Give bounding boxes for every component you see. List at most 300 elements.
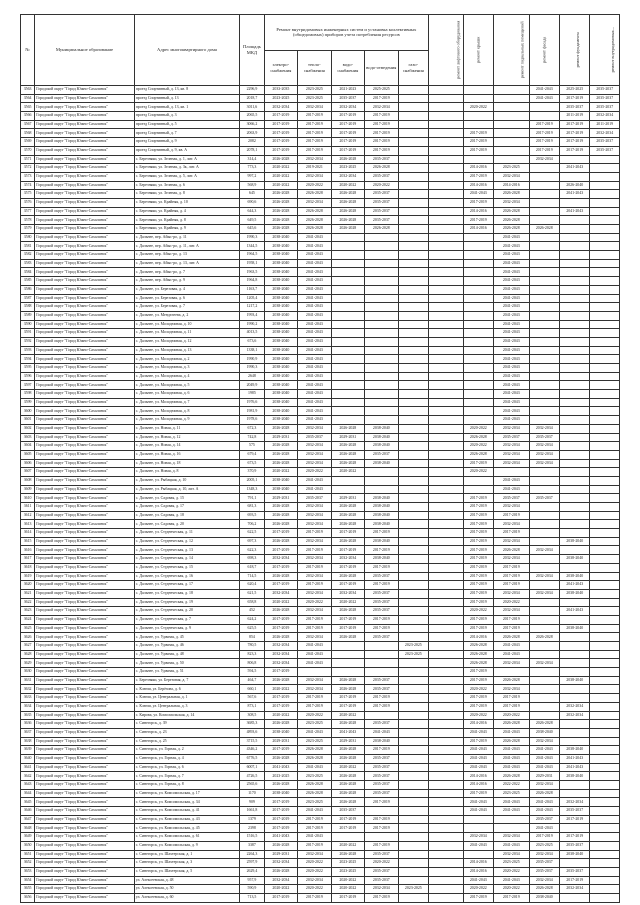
- row-address: с. Дальнее, пер. Айыс-ро, д. 7: [134, 268, 240, 277]
- row-municipality: Городской округ "Город Южно-Сахалинск": [35, 259, 134, 268]
- row-period: [529, 251, 559, 260]
- row-area: 697,3: [240, 537, 264, 546]
- row-period: 2032-2034: [529, 459, 559, 468]
- row-area: 1990,3: [240, 233, 264, 242]
- row-period: [365, 476, 398, 485]
- row-period: 2032-2034: [264, 555, 297, 564]
- table-row: [21, 650, 620, 659]
- row-period: 2026-2028: [331, 720, 364, 729]
- row-period: [429, 807, 464, 816]
- row-municipality: Городской округ "Город Южно-Сахалинск": [35, 520, 134, 529]
- row-period: 2011-2019: [559, 112, 589, 121]
- row-period: [590, 615, 620, 624]
- row-period: [365, 407, 398, 416]
- col-number: №: [21, 15, 35, 86]
- row-period: [590, 172, 620, 181]
- row-period: [590, 685, 620, 694]
- row-period: 2020-2022: [264, 181, 297, 190]
- row-period: 2017-2019: [559, 146, 589, 155]
- row-area: 644,3: [240, 207, 264, 216]
- row-period: 2020-2022: [463, 711, 493, 720]
- row-period: [331, 668, 364, 677]
- row-period: 2026-2028: [529, 633, 559, 642]
- row-period: [590, 815, 620, 824]
- row-period: [590, 642, 620, 651]
- row-period: [398, 355, 429, 364]
- row-period: 2038-2040: [264, 303, 297, 312]
- row-area: 1205,4: [240, 294, 264, 303]
- row-area: 4893,6: [240, 728, 264, 737]
- row-period: 2017-2019: [463, 503, 493, 512]
- row-period: 2026-2028: [331, 850, 364, 859]
- row-address: с. Дальнее, ул. Молодежная, д. 11: [134, 329, 240, 338]
- row-period: [429, 216, 464, 225]
- row-period: 2020-2022: [264, 885, 297, 894]
- row-number: 3593: [21, 346, 35, 355]
- row-period: 2020-2022: [264, 711, 297, 720]
- row-municipality: Городской округ "Город Южно-Сахалинск": [35, 424, 134, 433]
- row-period: 2032-2034: [529, 155, 559, 164]
- row-period: 2017-2019: [331, 129, 364, 138]
- row-number: 3605: [21, 450, 35, 459]
- row-period: 2041-2043: [298, 650, 331, 659]
- row-period: 2041-2043: [365, 728, 398, 737]
- row-period: 2020-2022: [298, 468, 331, 477]
- row-period: [429, 581, 464, 590]
- row-period: 2038-2040: [264, 242, 297, 251]
- row-period: [429, 720, 464, 729]
- row-period: [494, 146, 530, 155]
- row-period: 2041-2043: [298, 268, 331, 277]
- row-area: 3066,2: [240, 120, 264, 129]
- row-period: 2026-2028: [494, 737, 530, 746]
- row-period: [429, 746, 464, 755]
- row-period: 2023-2025: [331, 164, 364, 173]
- row-period: [398, 311, 429, 320]
- row-period: [529, 164, 559, 173]
- row-address: с. Ключи, ул. Центральная, д. 1: [134, 694, 240, 703]
- row-period: 2017-2019: [365, 112, 398, 121]
- row-period: 2023-2025: [494, 789, 530, 798]
- row-period: [429, 311, 464, 320]
- row-period: [365, 416, 398, 425]
- row-area: 1217,2: [240, 303, 264, 312]
- row-period: 2011-2019: [590, 120, 620, 129]
- row-period: [590, 859, 620, 868]
- row-address: с. Синегорск, д. 23: [134, 728, 240, 737]
- table-row: [21, 251, 620, 260]
- row-period: [429, 711, 464, 720]
- row-municipality: Городской округ "Город Южно-Сахалинск": [35, 172, 134, 181]
- table-row: [21, 172, 620, 181]
- row-period: [559, 642, 589, 651]
- row-period: 2023-2025: [494, 859, 530, 868]
- row-number: 3599: [21, 398, 35, 407]
- row-period: [398, 598, 429, 607]
- row-period: [398, 138, 429, 147]
- col-sewer: водо-отведения: [365, 50, 398, 86]
- row-period: [559, 546, 589, 555]
- row-area: 1985: [240, 390, 264, 399]
- row-period: [398, 242, 429, 251]
- row-address: с. Дальнее, ул. Новая, д. 16: [134, 450, 240, 459]
- row-period: [590, 468, 620, 477]
- row-period: 2041-2043: [298, 294, 331, 303]
- row-municipality: Городской округ "Город Южно-Сахалинск": [35, 494, 134, 503]
- row-period: 2035-2037: [529, 815, 559, 824]
- row-period: 2017-2019: [463, 198, 493, 207]
- row-period: 2026-2028: [463, 433, 493, 442]
- row-period: [529, 285, 559, 294]
- row-period: [590, 876, 620, 885]
- table-row: [21, 615, 620, 624]
- row-period: 2026-2028: [494, 546, 530, 555]
- row-period: 2026-2028: [264, 459, 297, 468]
- row-period: 2017-2019: [365, 694, 398, 703]
- row-period: [590, 494, 620, 503]
- row-number: 3622: [21, 598, 35, 607]
- row-period: [559, 337, 589, 346]
- row-period: [590, 511, 620, 520]
- row-period: 2041-2043: [529, 798, 559, 807]
- row-area: 1958,1: [240, 259, 264, 268]
- row-period: [429, 320, 464, 329]
- row-period: 2035-2037: [559, 807, 589, 816]
- row-period: [398, 694, 429, 703]
- row-period: 2032-2034: [494, 172, 530, 181]
- row-period: [529, 520, 559, 529]
- row-period: [331, 355, 364, 364]
- row-period: [559, 789, 589, 798]
- row-period: [590, 485, 620, 494]
- row-period: [590, 198, 620, 207]
- row-period: [429, 355, 464, 364]
- row-period: 2020-2022: [298, 867, 331, 876]
- row-period: 2017-2019: [463, 529, 493, 538]
- table-row: [21, 659, 620, 668]
- row-area: 672,3: [240, 424, 264, 433]
- row-period: 2032-2034: [298, 442, 331, 451]
- row-period: 2038-2040: [264, 285, 297, 294]
- row-period: 2017-2019: [331, 112, 364, 121]
- row-number: 3635: [21, 711, 35, 720]
- row-period: 2032-2034: [298, 537, 331, 546]
- row-period: 2026-2028: [264, 424, 297, 433]
- row-period: [463, 381, 493, 390]
- row-period: 2026-2028: [298, 781, 331, 790]
- table-row: [21, 459, 620, 468]
- row-municipality: Городской округ "Город Южно-Сахалинск": [35, 329, 134, 338]
- row-period: 2035-2037: [365, 772, 398, 781]
- row-period: 2023-2025: [331, 859, 364, 868]
- row-area: 594,5: [240, 668, 264, 677]
- table-row: [21, 277, 620, 286]
- row-area: 314,4: [240, 155, 264, 164]
- row-period: 2020-2022: [264, 598, 297, 607]
- row-period: 2014-2016: [463, 225, 493, 234]
- table-row: [21, 442, 620, 451]
- row-address: с. Синегорск, ул. Горная, д. 8: [134, 781, 240, 790]
- row-period: 2026-2028: [298, 190, 331, 199]
- row-period: [429, 824, 464, 833]
- row-period: [429, 207, 464, 216]
- row-period: 2038-2040: [264, 251, 297, 260]
- row-municipality: Городской округ "Город Южно-Сахалинск": [35, 789, 134, 798]
- row-period: [429, 555, 464, 564]
- row-period: 2019-2021: [298, 164, 331, 173]
- row-period: 2041-2043: [494, 364, 530, 373]
- row-period: [429, 459, 464, 468]
- col-area: Площадь МКД: [240, 15, 264, 86]
- row-period: 2035-2037: [365, 198, 398, 207]
- row-period: 2026-2028: [264, 520, 297, 529]
- row-period: 2035-2037: [590, 138, 620, 147]
- row-period: [590, 772, 620, 781]
- row-period: 2017-2019: [331, 694, 364, 703]
- row-period: 2026-2028: [331, 537, 364, 546]
- row-period: 2032-2034: [529, 546, 559, 555]
- row-period: [559, 650, 589, 659]
- row-period: [398, 146, 429, 155]
- row-period: [559, 459, 589, 468]
- row-area: 567,6: [240, 694, 264, 703]
- table-row: [21, 893, 620, 902]
- row-period: [398, 702, 429, 711]
- row-period: [365, 390, 398, 399]
- row-period: [559, 615, 589, 624]
- row-number: 3640: [21, 754, 35, 763]
- table-row: [21, 824, 620, 833]
- row-period: 2032-2034: [494, 659, 530, 668]
- row-period: [398, 607, 429, 616]
- row-period: 2041-2043: [494, 303, 530, 312]
- row-period: [331, 416, 364, 425]
- row-municipality: Городской округ "Город Южно-Сахалинск": [35, 459, 134, 468]
- row-period: [559, 520, 589, 529]
- row-period: 2020-2022: [463, 685, 493, 694]
- row-address: с. Ключи, ул. Центральная, д. 3: [134, 702, 240, 711]
- row-period: 2020-2022: [331, 885, 364, 894]
- row-period: [559, 277, 589, 286]
- row-period: [398, 346, 429, 355]
- row-period: 2038-2040: [529, 893, 559, 902]
- row-period: [559, 485, 589, 494]
- row-period: 2035-2037: [529, 433, 559, 442]
- row-period: 2017-2019: [463, 789, 493, 798]
- row-period: 2041-2043: [494, 277, 530, 286]
- row-address: с. Синегорск, ул. Горная, д. 2: [134, 746, 240, 755]
- row-number: 3597: [21, 381, 35, 390]
- row-address: ул. Алексеевская, д. 60: [134, 893, 240, 902]
- row-period: [463, 303, 493, 312]
- row-period: [398, 859, 429, 868]
- row-number: 3580: [21, 233, 35, 242]
- row-period: 2020-2022: [298, 181, 331, 190]
- row-period: [398, 754, 429, 763]
- row-number: 3644: [21, 789, 35, 798]
- row-period: 2035-2037: [298, 494, 331, 503]
- row-period: 2017-2019: [463, 555, 493, 564]
- row-period: 2032-2034: [365, 885, 398, 894]
- row-address: с. Синегорск, ул. Комсомольская, д. 9: [134, 841, 240, 850]
- row-period: [365, 659, 398, 668]
- row-municipality: Городской округ "Город Южно-Сахалинск": [35, 659, 134, 668]
- row-number: 3619: [21, 572, 35, 581]
- row-period: [365, 372, 398, 381]
- table-row: [21, 581, 620, 590]
- row-period: 2017-2019: [365, 624, 398, 633]
- table-row: [21, 198, 620, 207]
- row-address: с. Дальнее, ул. Новая, д. 14: [134, 442, 240, 451]
- row-period: [331, 259, 364, 268]
- row-period: 2041-2043: [298, 381, 331, 390]
- repair-schedule-table: [20, 14, 620, 903]
- row-area: 681,3: [240, 503, 264, 512]
- row-address: с. Дальнее, ул. Молодежная, д. 12: [134, 337, 240, 346]
- table-row: [21, 737, 620, 746]
- row-period: [590, 233, 620, 242]
- row-period: [398, 251, 429, 260]
- row-period: 2017-2019: [331, 893, 364, 902]
- row-period: 2017-2019: [365, 824, 398, 833]
- row-period: [398, 120, 429, 129]
- table-row: [21, 138, 620, 147]
- row-period: [429, 337, 464, 346]
- row-period: 2038-2040: [365, 424, 398, 433]
- row-period: 2017-2019: [331, 563, 364, 572]
- row-period: 2038-2040: [559, 772, 589, 781]
- row-period: 2041-2043: [298, 277, 331, 286]
- row-period: 2035-2037: [590, 86, 620, 95]
- row-municipality: Городской округ "Город Южно-Сахалинск": [35, 885, 134, 894]
- row-period: [590, 563, 620, 572]
- row-period: [398, 398, 429, 407]
- row-period: 2041-2043: [494, 728, 530, 737]
- row-address: с. Синегорск, ул. Комсомольская, д. 61: [134, 833, 240, 842]
- row-period: 2017-2019: [331, 702, 364, 711]
- table-row: [21, 294, 620, 303]
- row-period: [398, 190, 429, 199]
- row-period: [429, 398, 464, 407]
- row-address: с. Синегорск, ул. Комсомольская, д. 17: [134, 789, 240, 798]
- row-period: [590, 320, 620, 329]
- row-period: [398, 563, 429, 572]
- row-number: 3609: [21, 485, 35, 494]
- row-period: 2041-2043: [264, 763, 297, 772]
- row-period: [529, 650, 559, 659]
- row-period: [429, 294, 464, 303]
- row-period: 2017-2019: [365, 893, 398, 902]
- row-number: 3649: [21, 833, 35, 842]
- row-period: [463, 485, 493, 494]
- row-period: 2017-2019: [463, 146, 493, 155]
- row-period: [429, 537, 464, 546]
- row-number: 3618: [21, 563, 35, 572]
- row-period: [331, 233, 364, 242]
- row-number: 3601: [21, 416, 35, 425]
- row-period: 2017-2019: [298, 529, 331, 538]
- row-municipality: Городской округ "Город Южно-Сахалинск": [35, 581, 134, 590]
- row-period: [398, 172, 429, 181]
- row-number: 3608: [21, 476, 35, 485]
- row-period: [590, 833, 620, 842]
- col-gas: газо-снабжения: [398, 50, 429, 86]
- row-number: 3564: [21, 94, 35, 103]
- row-municipality: Городской округ "Город Южно-Сахалинск": [35, 337, 134, 346]
- table-row: [21, 337, 620, 346]
- row-area: 1963,5: [240, 268, 264, 277]
- row-period: 2038-2040: [365, 520, 398, 529]
- row-period: 2017-2019: [463, 668, 493, 677]
- table-row: [21, 355, 620, 364]
- row-period: [365, 329, 398, 338]
- row-period: 2032-2034: [559, 885, 589, 894]
- row-period: [429, 225, 464, 234]
- row-period: 2041-2043: [298, 659, 331, 668]
- table-row: [21, 268, 620, 277]
- row-municipality: Городской округ "Город Южно-Сахалинск": [35, 815, 134, 824]
- row-number: 3589: [21, 311, 35, 320]
- row-period: 2035-2037: [590, 94, 620, 103]
- row-period: [331, 642, 364, 651]
- row-period: [590, 824, 620, 833]
- row-area: 308,5: [240, 711, 264, 720]
- row-number: 3628: [21, 650, 35, 659]
- row-period: [365, 311, 398, 320]
- row-area: 1170: [240, 789, 264, 798]
- row-period: [529, 503, 559, 512]
- row-period: 2017-2019: [559, 815, 589, 824]
- row-period: [559, 659, 589, 668]
- row-period: 2032-2034: [559, 798, 589, 807]
- row-period: 2038-2040: [264, 476, 297, 485]
- row-period: 2026-2028: [331, 607, 364, 616]
- row-period: [559, 668, 589, 677]
- row-period: [590, 841, 620, 850]
- row-period: 2041-2043: [298, 364, 331, 373]
- row-period: 2026-2028: [463, 450, 493, 459]
- row-period: 2038-2040: [559, 555, 589, 564]
- row-period: [590, 416, 620, 425]
- table-row: [21, 103, 620, 112]
- row-period: 2038-2040: [365, 433, 398, 442]
- row-period: 2035-2037: [365, 190, 398, 199]
- row-period: [529, 346, 559, 355]
- row-number: 3634: [21, 702, 35, 711]
- row-period: 2020-2022: [298, 885, 331, 894]
- row-period: 2026-2028: [331, 746, 364, 755]
- row-period: [463, 86, 493, 95]
- row-period: [529, 702, 559, 711]
- row-period: 2041-2043: [494, 294, 530, 303]
- row-address: с. Дальнее, ул. Молодежная, д. 2: [134, 355, 240, 364]
- row-area: 1338,1: [240, 346, 264, 355]
- row-period: 2038-2040: [264, 485, 297, 494]
- row-area: 2565,6: [240, 781, 264, 790]
- row-area: 1348,3: [240, 485, 264, 494]
- row-period: [429, 251, 464, 260]
- table-row: [21, 381, 620, 390]
- row-period: [398, 129, 429, 138]
- row-period: 2041-2043: [494, 268, 530, 277]
- row-period: [463, 346, 493, 355]
- row-period: [429, 155, 464, 164]
- row-period: 2026-2028: [331, 155, 364, 164]
- row-period: 2041-2043: [559, 607, 589, 616]
- row-period: 2035-2037: [365, 789, 398, 798]
- row-period: 2041-2043: [298, 398, 331, 407]
- row-period: [398, 624, 429, 633]
